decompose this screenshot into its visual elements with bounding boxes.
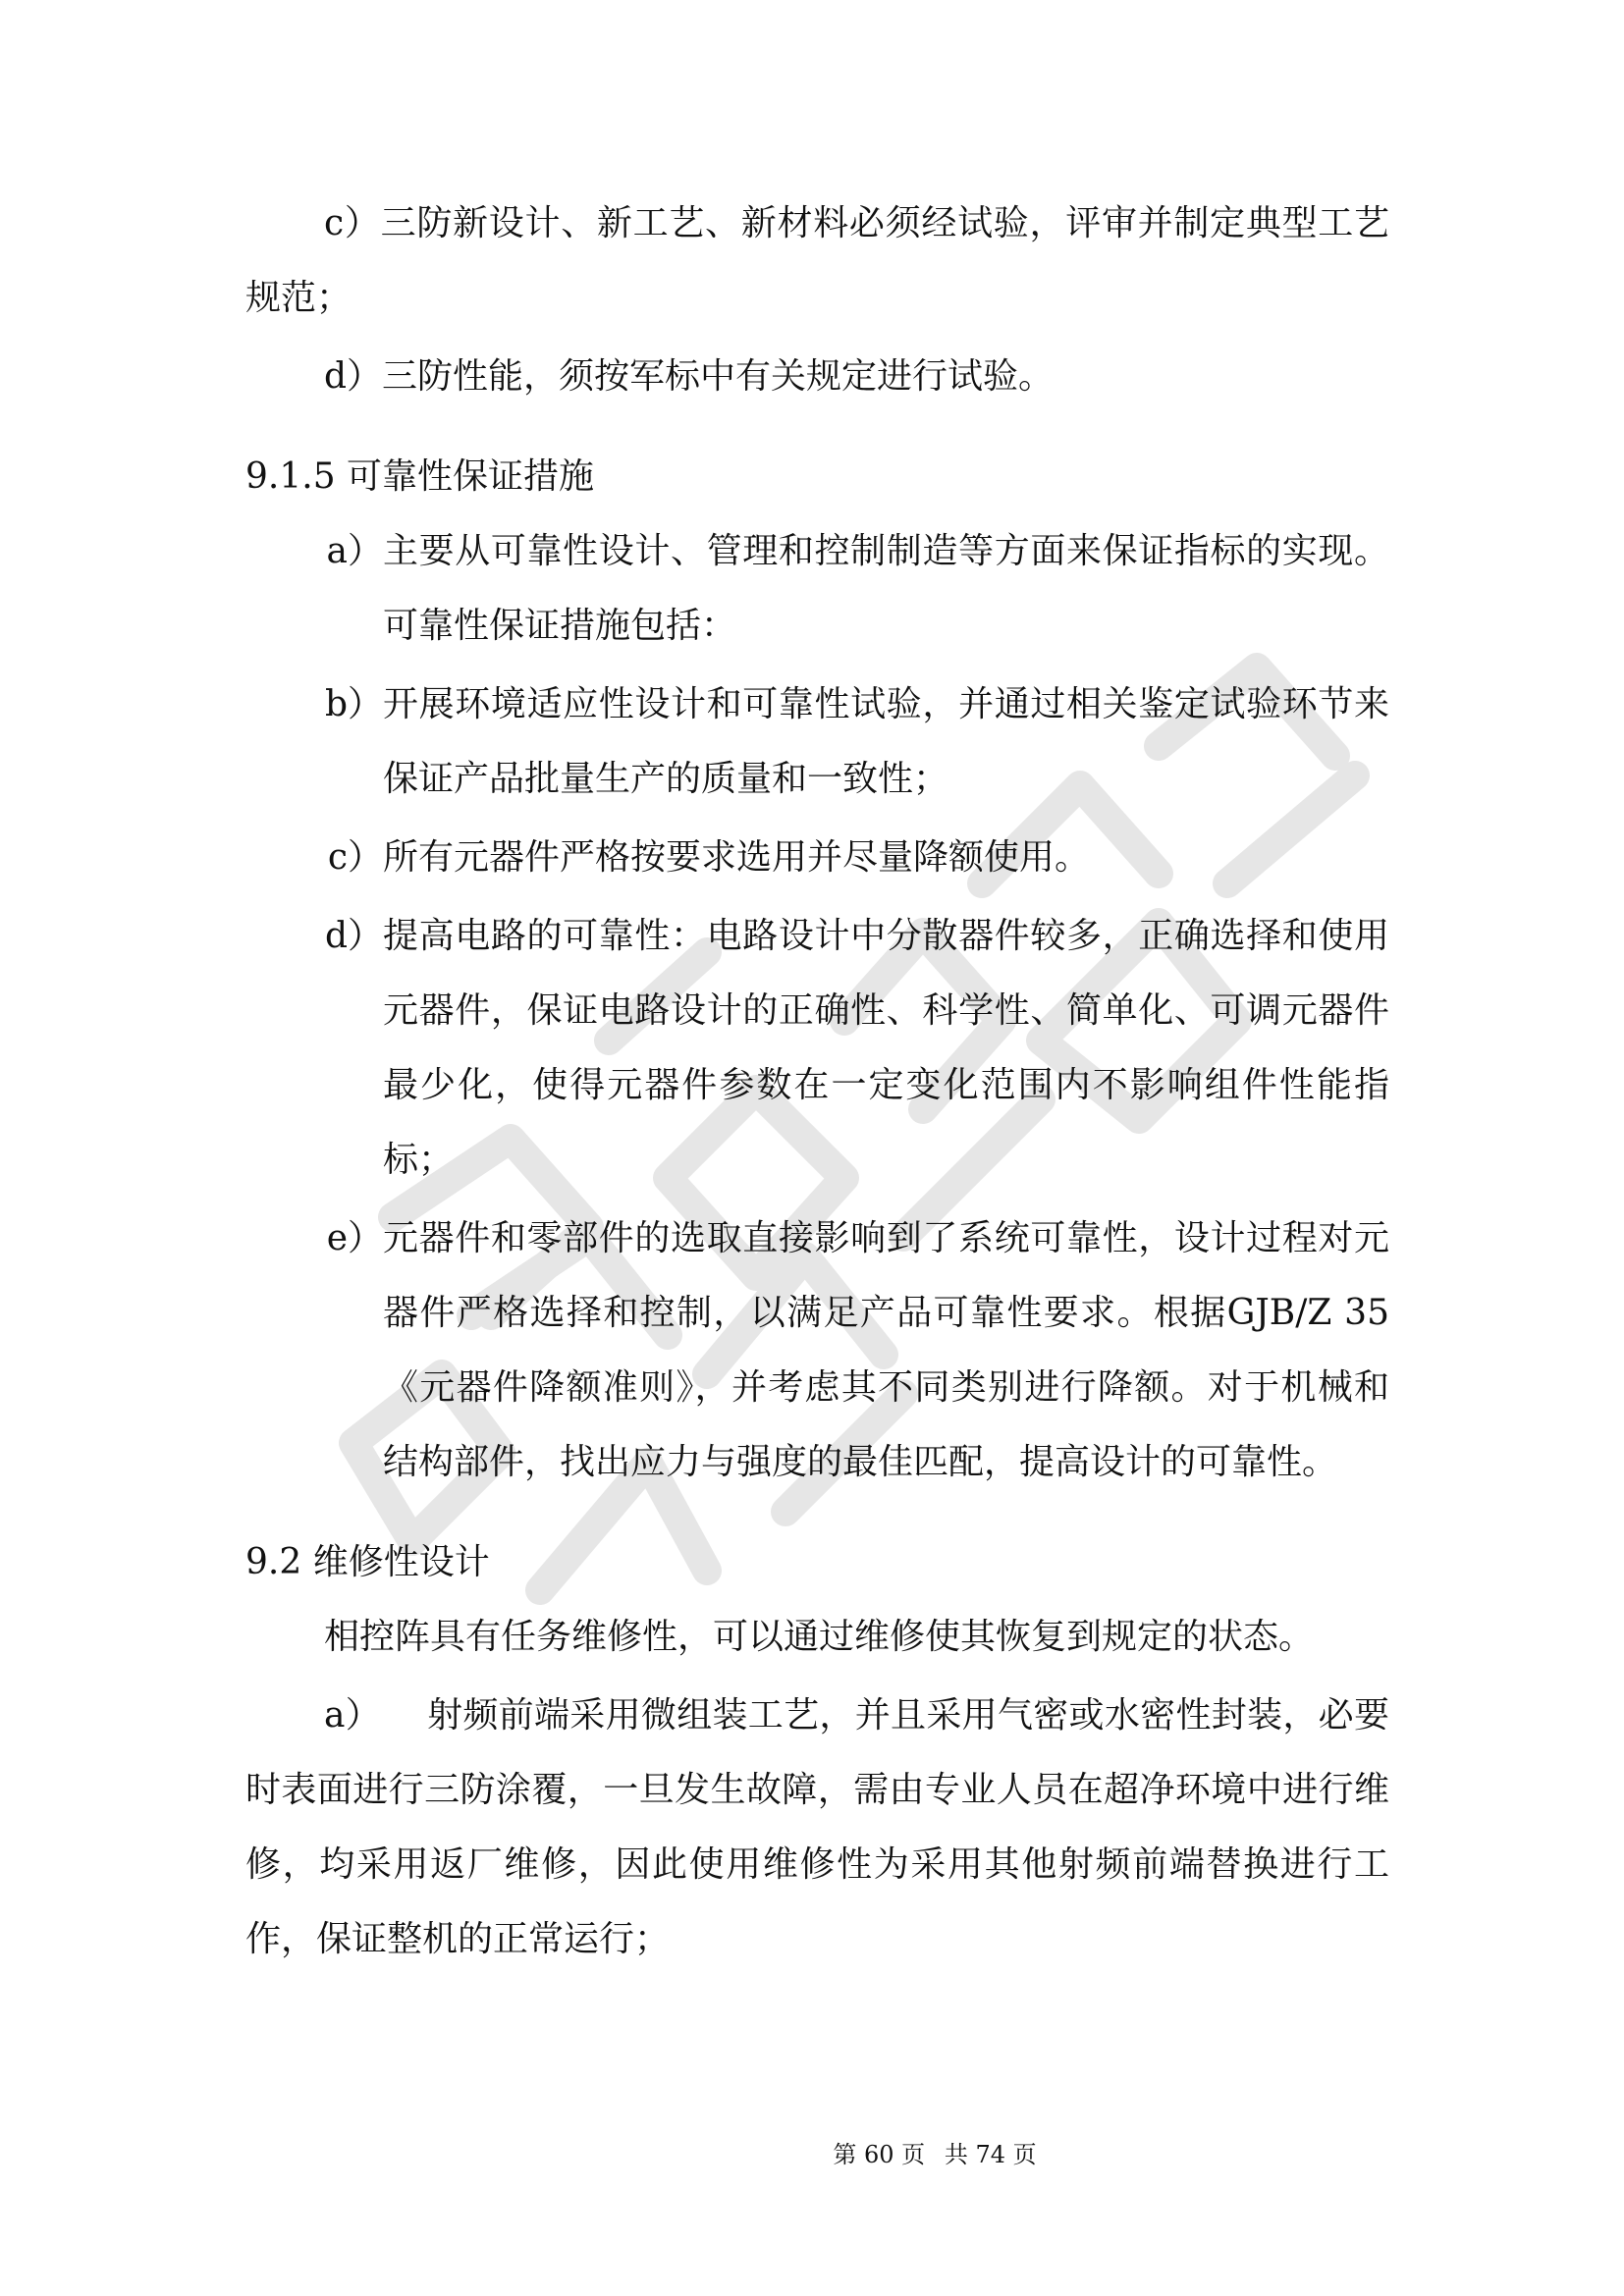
paragraph-9-2-a: a） 射频前端采用微组装工艺，并且采用气密或水密性封装，必要时表面进行三防涂覆，一旦发生故障，需由专业人员在超净环境中进行维修，均采用返厂维修，因此使用维修性为采用其他射频前端替换进行工作，保证整机的正常运行； — [245, 1695, 1389, 1959]
list-item — [245, 514, 1389, 664]
section-heading-9-1-5: 9.1.5 可靠性保证措施 — [245, 456, 595, 497]
page-total: 共 74 页 — [944, 2141, 1037, 2168]
paragraph-item-d: d）三防性能，须按军标中有关规定进行试验。 — [324, 356, 1055, 397]
list-item-text: 开展环境适应性设计和可靠性试验，并通过相关鉴定试验环节来保证产品批量生产的质量和一致性； — [383, 684, 1389, 799]
paragraph-9-2-intro: 相控阵具有任务维修性，可以通过维修使其恢复到规定的状态。 — [324, 1617, 1315, 1657]
list-item-text: 元器件和零部件的选取直接影响到了系统可靠性，设计过程对元器件严格选择和控制，以满足产品可靠性要求。根据GJB/Z 35《元器件降额准则》，并考虑其不同类别进行降额。对于机械和结构部件，找出应力与强度的最佳匹配，提高设计的可靠性。 — [383, 1218, 1389, 1482]
paragraph-item-c: c）三防新设计、新工艺、新材料必须经试验，评审并制定典型工艺规范； — [245, 203, 1389, 318]
list-item-text: 主要从可靠性设计、管理和控制制造等方面来保证指标的实现。可靠性保证措施包括： — [383, 531, 1389, 646]
list-item-label: d） — [324, 916, 383, 956]
list-item-label: c） — [327, 837, 383, 878]
list-item — [245, 1201, 1389, 1500]
list-item-label: a） — [326, 531, 383, 571]
list-item-label: e） — [326, 1218, 383, 1258]
list-item-text: 提高电路的可靠性：电路设计中分散器件较多，正确选择和使用元器件，保证电路设计的正确性、科学性、简单化、可调元器件最少化，使得元器件参数在一定变化范围内不影响组件性能指标； — [383, 916, 1389, 1180]
section-heading-9-2: 9.2 维修性设计 — [245, 1542, 490, 1582]
page-footer — [0, 2135, 1624, 2174]
list-9-1-5 — [245, 514, 1389, 1500]
list-item-label: b） — [324, 684, 383, 724]
list-item — [245, 899, 1389, 1198]
list-item — [245, 667, 1389, 817]
page-number: 第 60 页 — [833, 2141, 926, 2168]
list-item-text: 所有元器件严格按要求选用并尽量降额使用。 — [383, 837, 1091, 878]
document-body — [245, 187, 1389, 1977]
list-item — [245, 821, 1389, 895]
